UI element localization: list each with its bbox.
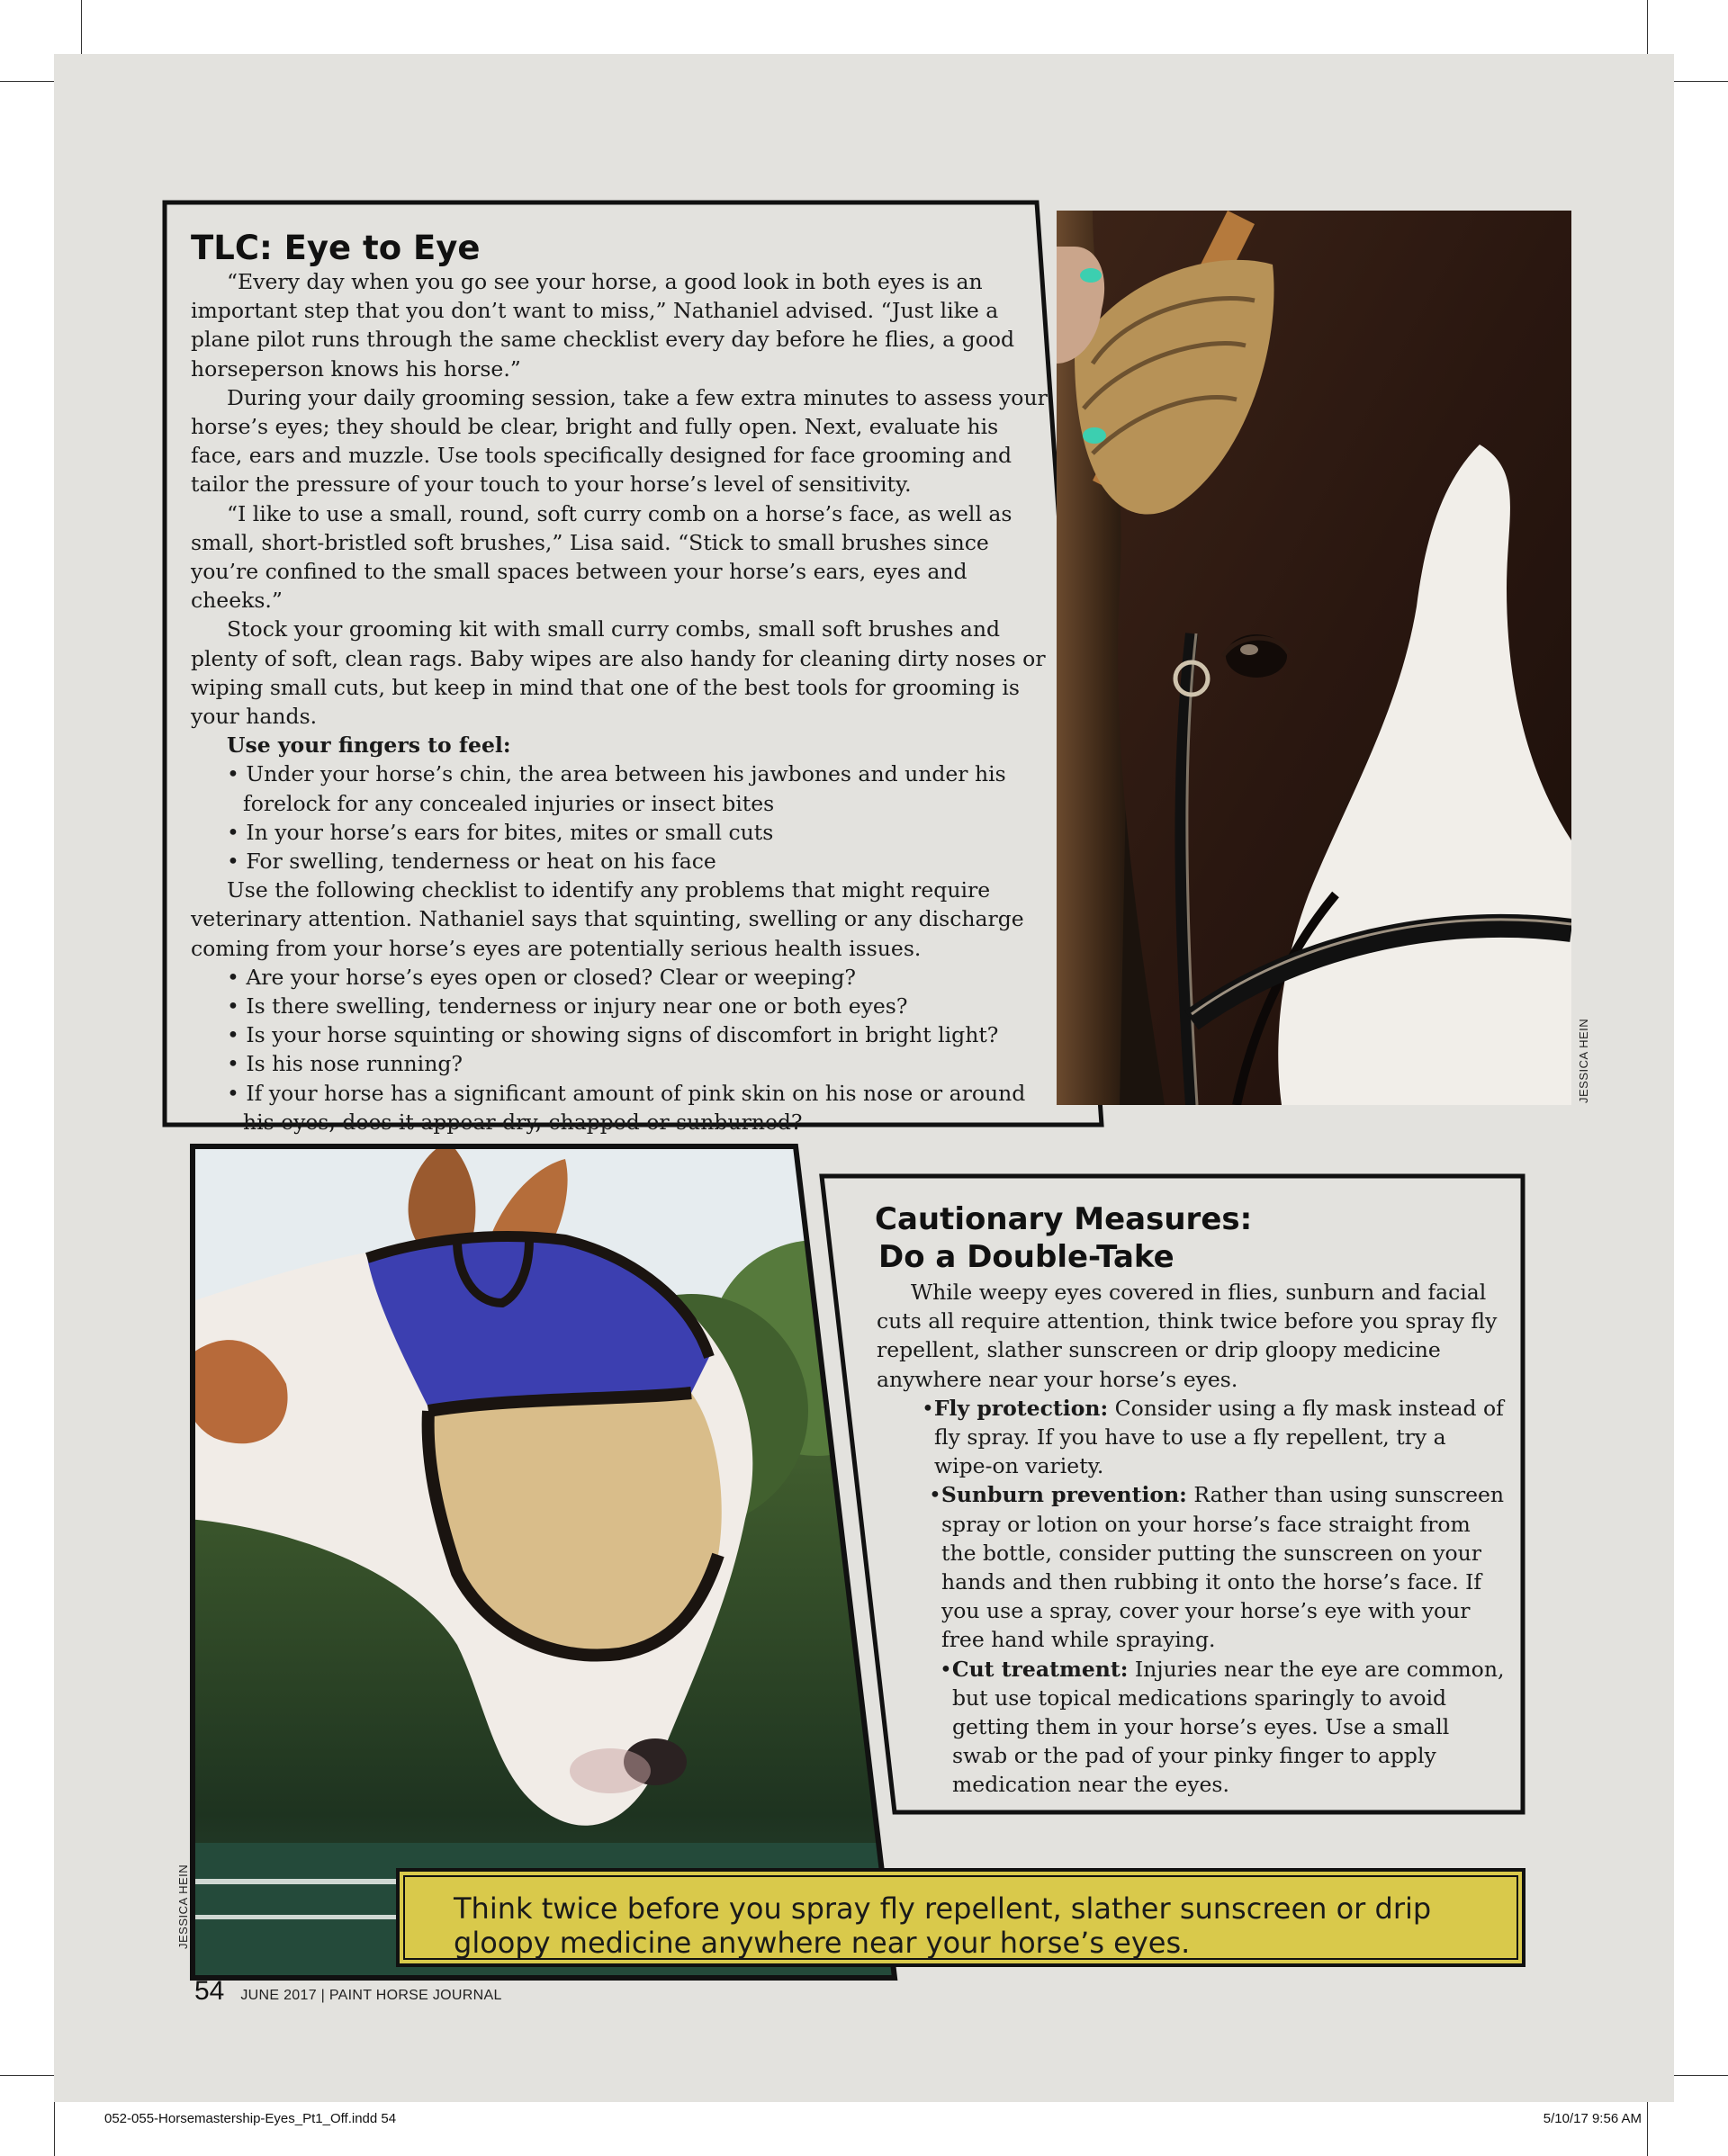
photo-credit-top: JESSICA HEIN <box>1577 1018 1590 1103</box>
checklist-bullet: • Is your horse squinting or showing signs of discomfort in bright light? <box>227 1022 999 1048</box>
crop-mark <box>1647 2093 1648 2156</box>
photo-credit-bottom: JESSICA HEIN <box>176 1864 190 1949</box>
caution-item-text: Rather than using sunscreen spray or lotion on your horse’s face straight from the bottle, consider putting the sunscreen on your hands and then rubbing it onto the horse’s face. If you use a spray, cover your horse’s eye with your free hand while spraying. <box>941 1482 1505 1653</box>
tlc-title-bold: TLC: <box>191 229 273 267</box>
fly-mask-illustration <box>187 1141 898 1983</box>
pull-quote-callout <box>396 1868 1526 1967</box>
caution-subtitle: Do a Double-Take <box>878 1239 1174 1275</box>
checklist-bullet: • Is there swelling, tenderness or injury near one or both eyes? <box>227 993 908 1020</box>
page-number: 54 <box>194 1976 225 2006</box>
caution-panel <box>819 1173 1526 1816</box>
crop-mark <box>1665 2075 1728 2076</box>
bullet: • <box>922 1395 934 1421</box>
caution-item <box>940 1655 1505 1800</box>
tlc-panel <box>162 200 1105 1135</box>
fingers-bullet: • For swelling, tenderness or heat on his face <box>227 849 716 875</box>
callout-text: Think twice before you spray fly repellent, slather sunscreen or drip gloopy medicine anywhere near your horse’s eyes. <box>454 1891 1432 1960</box>
tlc-paragraph: Stock your grooming kit with small curry combs, small soft brushes and plenty of soft, clean rags. Baby wipes are also handy for cleaning dirty noses or wiping small cuts, but keep in mind that one of the best tools for grooming is your hands. <box>191 616 1046 730</box>
tlc-title <box>191 229 1055 267</box>
slug-time: 5/10/17 9:56 AM <box>1543 2111 1642 2126</box>
caution-title: Cautionary Measures: <box>875 1201 1253 1237</box>
tlc-paragraph: During your daily grooming session, take a few extra minutes to assess your horse’s eyes; they should be clear, bright and fully open. Next, evaluate his face, ears and muzzle. Use tools specifically designed for face grooming and tailor the pressure of your touch to your horse’s level of sensitivity. <box>191 384 1048 498</box>
crop-mark <box>54 2093 55 2156</box>
caution-item-text: Consider using a fly mask instead of fly spray. If you have to use a fly repellent, try a wipe-on variety. <box>934 1395 1504 1479</box>
caution-item-label: Fly protection: <box>933 1395 1109 1421</box>
checklist-bullet: • Are your horse’s eyes open or closed? Clear or weeping? <box>227 964 856 990</box>
caution-item-text: Injuries near the eye are common, but use topical medications sparingly to avoid getting them in your horse’s eyes. Use a small swab or the pad of your pinky finger to apply medication near the eyes. <box>952 1656 1505 1798</box>
issue-info: JUNE 2017 | PAINT HORSE JOURNAL <box>240 1988 502 2003</box>
crop-mark <box>1665 81 1728 82</box>
horse-grooming-photo <box>1057 211 1571 1105</box>
folio <box>194 1976 502 2007</box>
checklist-bullet: • Is his nose running? <box>227 1051 463 1077</box>
fingers-heading: Use your fingers to feel: <box>227 732 511 759</box>
fingers-bullet: • Under your horse’s chin, the area between his jawbones and under his forelock for any concealed injuries or insect bites <box>227 761 1006 816</box>
tlc-paragraph: “Every day when you go see your horse, a good look in both eyes is an important step that you don’t want to miss,” Nathaniel advised. “Just like a plane pilot runs through the same checklist every day before he flies, a good horseperson knows his horse.” <box>191 269 1015 382</box>
tlc-paragraph: “I like to use a small, round, soft curry comb on a horse’s face, as well as small, short-bristled soft brushes,” Lisa said. “Stick to small brushes since you’re confined to the small spaces between your horse’s ears, eyes and cheeks.” <box>191 500 1012 614</box>
checklist-bullet: • If your horse has a significant amount of pink skin on his nose or around his eyes, does it appear dry, chapped or sunburned? <box>227 1080 1026 1135</box>
caution-item-label: Sunburn prevention: <box>940 1482 1187 1508</box>
bullet: • <box>929 1482 941 1508</box>
caution-item <box>929 1480 1505 1654</box>
bullet: • <box>940 1656 952 1682</box>
caution-item <box>922 1394 1505 1481</box>
tlc-title-rest: Eye to Eye <box>284 229 481 267</box>
horse-grooming-illustration <box>1057 211 1571 1105</box>
caution-item-label: Cut treatment: <box>951 1656 1129 1682</box>
slug-file: 052-055-Horsemastership-Eyes_Pt1_Off.indd 54 <box>104 2111 397 2126</box>
checklist-intro: Use the following checklist to identify any problems that might require veterinary attention. Nathaniel says that squinting, swelling or any discharge coming from your horse’s eyes are potentially serious health issues. <box>191 877 1024 961</box>
fingers-bullet: • In your horse’s ears for bites, mites or small cuts <box>227 819 774 845</box>
caution-intro: While weepy eyes covered in flies, sunburn and facial cuts all require attention, think twice before you spray fly repellent, slather sunscreen or drip gloopy medicine anywhere near your horse’s eyes. <box>877 1280 1498 1392</box>
fly-mask-photo-panel <box>187 1141 898 1983</box>
